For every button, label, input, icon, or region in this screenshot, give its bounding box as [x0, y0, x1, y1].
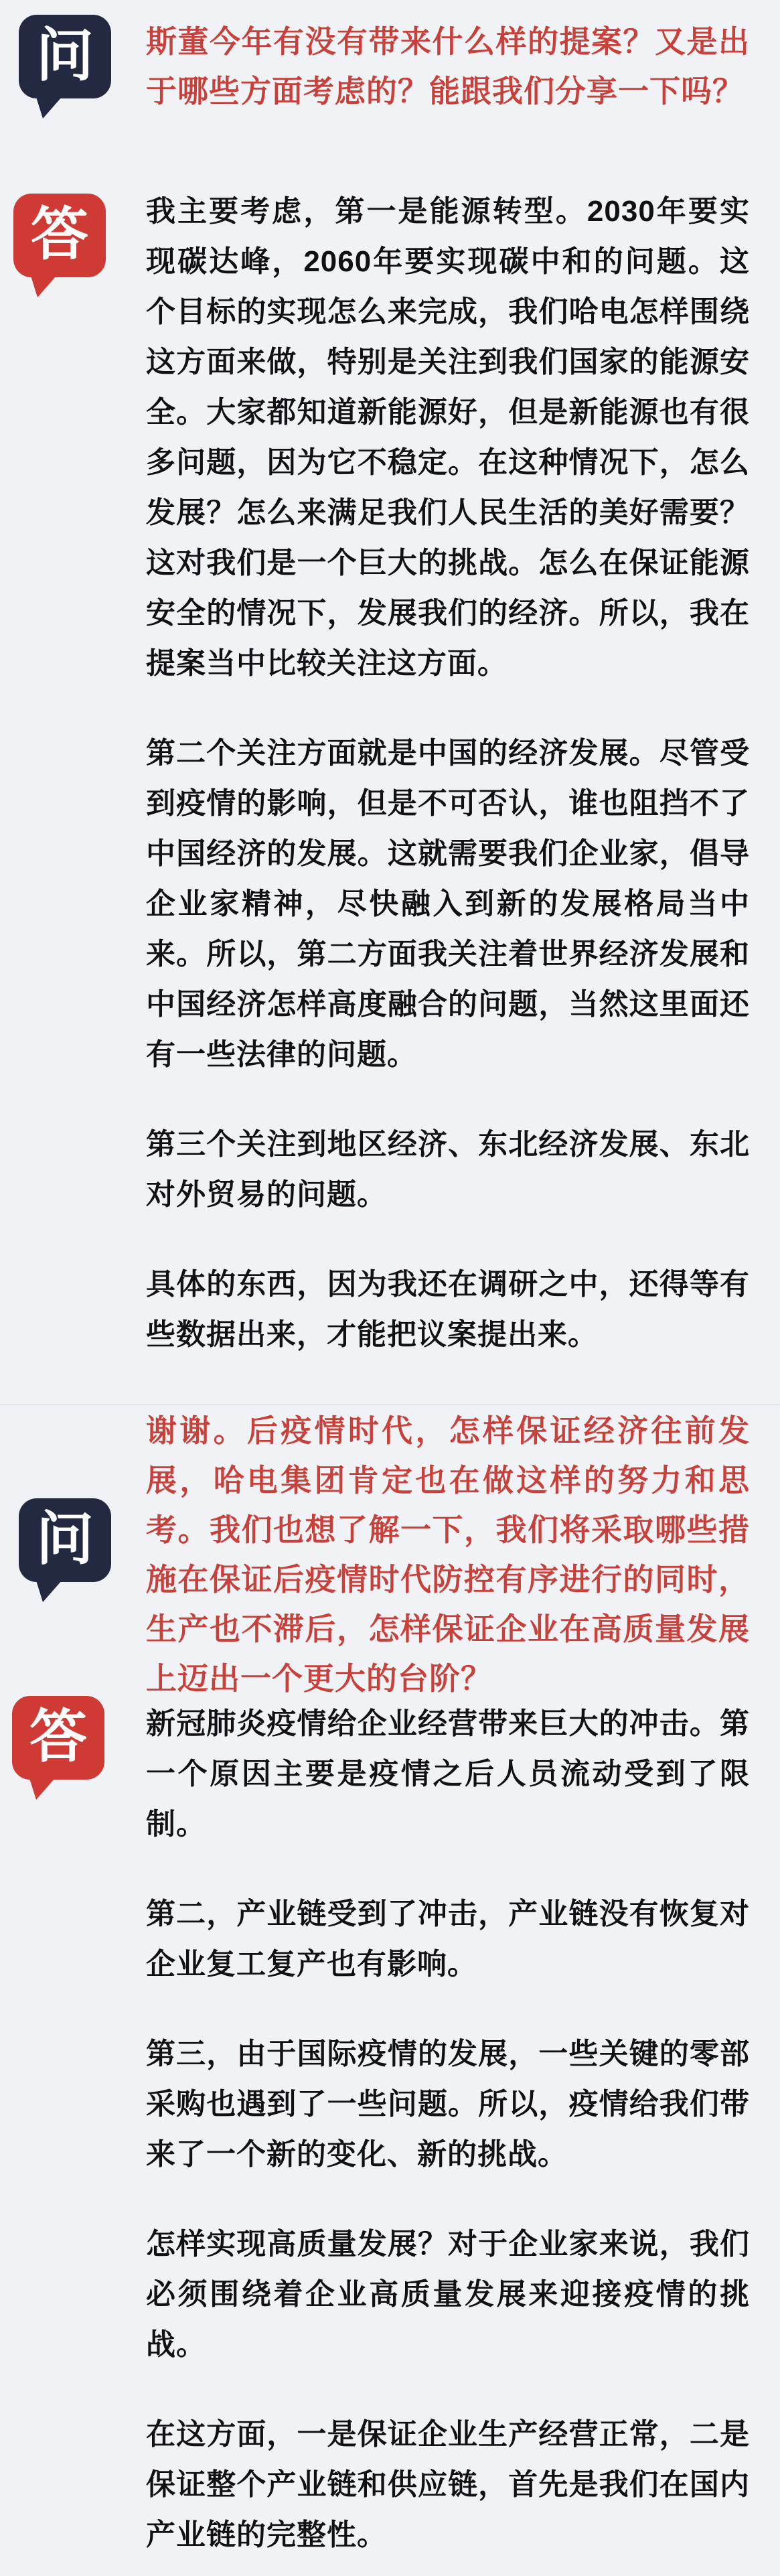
answer-paragraph: 怎样实现高质量发展？对于企业家来说，我们必须围绕着企业高质量发展来迎接疫情的挑战。 [146, 2228, 750, 2361]
answer-bubble-icon [13, 194, 106, 277]
answer-paragraph: 第三个关注到地区经济、东北经济发展、东北对外贸易的问题。 [146, 1128, 750, 1211]
answer-paragraph: 第二，产业链受到了冲击，产业链没有恢复对企业复工复产也有影响。 [146, 1898, 750, 1981]
question-glyph: 问 [36, 1506, 94, 1571]
question-bubble-icon [19, 1498, 111, 1582]
answer-text-2 [146, 1699, 750, 2560]
section-divider [0, 1404, 780, 1405]
question-text-2: 谢谢。后疫情时代，怎样保证经济往前发展，哈电集团肯定也在做这样的努力和思考。我们也想了解一下，我们将采取哪些措施在保证后疫情时代防控有序进行的同时，生产也不滞后，怎样保证企业在高质量发展上迈出一个更大的台阶？ [146, 1413, 750, 1696]
answer-text-1 [146, 186, 750, 1360]
answer-paragraph: 第三，由于国际疫情的发展，一些关键的零部采购也遇到了一些问题。所以，疫情给我们带来了一个新的变化、新的挑战。 [146, 2037, 750, 2171]
answer-paragraph: 在这方面，一是保证企业生产经营正常，二是保证整个产业链和供应链，首先是我们在国内产业链的完整性。 [146, 2418, 750, 2551]
answer-paragraph: 新冠肺炎疫情给企业经营带来巨大的冲击。第一个原因主要是疫情之后人员流动受到了限制。 [146, 1707, 750, 1841]
answer-glyph: 答 [29, 1704, 87, 1769]
answer-bubble-icon [12, 1696, 104, 1780]
answer-paragraph: 具体的东西，因为我还在调研之中，还得等有些数据出来，才能把议案提出来。 [146, 1268, 750, 1351]
answer-paragraph: 我主要考虑，第一是能源转型。2030年要实现碳达峰，2060年要实现碳中和的问题。这个目标的实现怎么来完成，我们哈电怎样围绕这方面来做，特别是关注到我们国家的能源安全。大家都知道新能源好，但是新能源也有很多问题，因为它不稳定。在这种情况下，怎么发展？怎么来满足我们人民生活的美好需要？这对我们是一个巨大的挑战。怎么在保证能源安全的情况下，发展我们的经济。所以，我在提案当中比较关注这方面。 [146, 195, 750, 680]
question-bubble-icon [19, 15, 111, 98]
answer-glyph: 答 [31, 202, 88, 267]
answer-paragraph: 第二个关注方面就是中国的经济发展。尽管受到疫情的影响，但是不可否认，谁也阻挡不了中国经济的发展。这就需要我们企业家，倡导企业家精神，尽快融入到新的发展格局当中来。所以，第二方面我关注着世界经济发展和中国经济怎样高度融合的问题，当然这里面还有一些法律的问题。 [146, 737, 750, 1071]
question-glyph: 问 [36, 23, 94, 88]
question-text-1: 斯董今年有没有带来什么样的提案？又是出于哪些方面考虑的？能跟我们分享一下吗？ [146, 24, 750, 109]
